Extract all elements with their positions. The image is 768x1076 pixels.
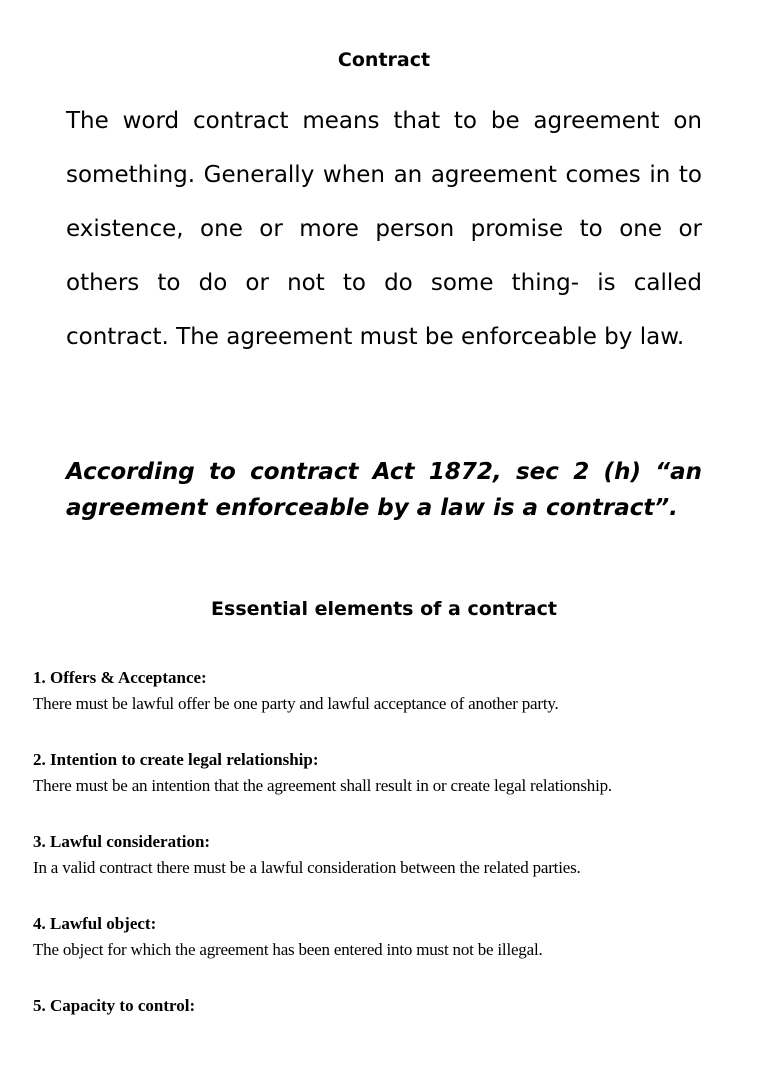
element-heading: 2. Intention to create legal relationship: (33, 750, 319, 769)
essential-elements-list (33, 666, 753, 1076)
element-heading: 1. Offers & Acceptance: (33, 668, 207, 687)
list-item (33, 748, 753, 830)
element-text: There must be an intention that the agreement shall result in or create legal relationship. (33, 776, 612, 795)
definition-quote: According to contract Act 1872, sec 2 (h) “an agreement enforceable by a law is a contract”. (66, 459, 702, 521)
page-title: Contract (337, 49, 431, 71)
element-text: There must be lawful offer be one party and lawful acceptance of another party. (33, 694, 559, 713)
section-heading: Essential elements of a contract (211, 598, 557, 620)
list-item (33, 830, 753, 912)
list-item (33, 666, 753, 748)
list-item (33, 912, 753, 994)
element-heading: 4. Lawful object: (33, 914, 157, 933)
element-heading: 3. Lawful consideration: (33, 832, 211, 851)
element-text: The object for which the agreement has been entered into must not be illegal. (33, 940, 543, 959)
list-item (33, 994, 753, 1076)
element-heading: 5. Capacity to control: (33, 996, 196, 1015)
element-text: In a valid contract there must be a lawful consideration between the related parties. (33, 858, 581, 877)
intro-paragraph: The word contract means that to be agreement on something. Generally when an agreement comes in to existence, one or more person promise to one or others to do or not to do some thing- is called contract. The agreement must be enforceable by law. (66, 108, 702, 350)
